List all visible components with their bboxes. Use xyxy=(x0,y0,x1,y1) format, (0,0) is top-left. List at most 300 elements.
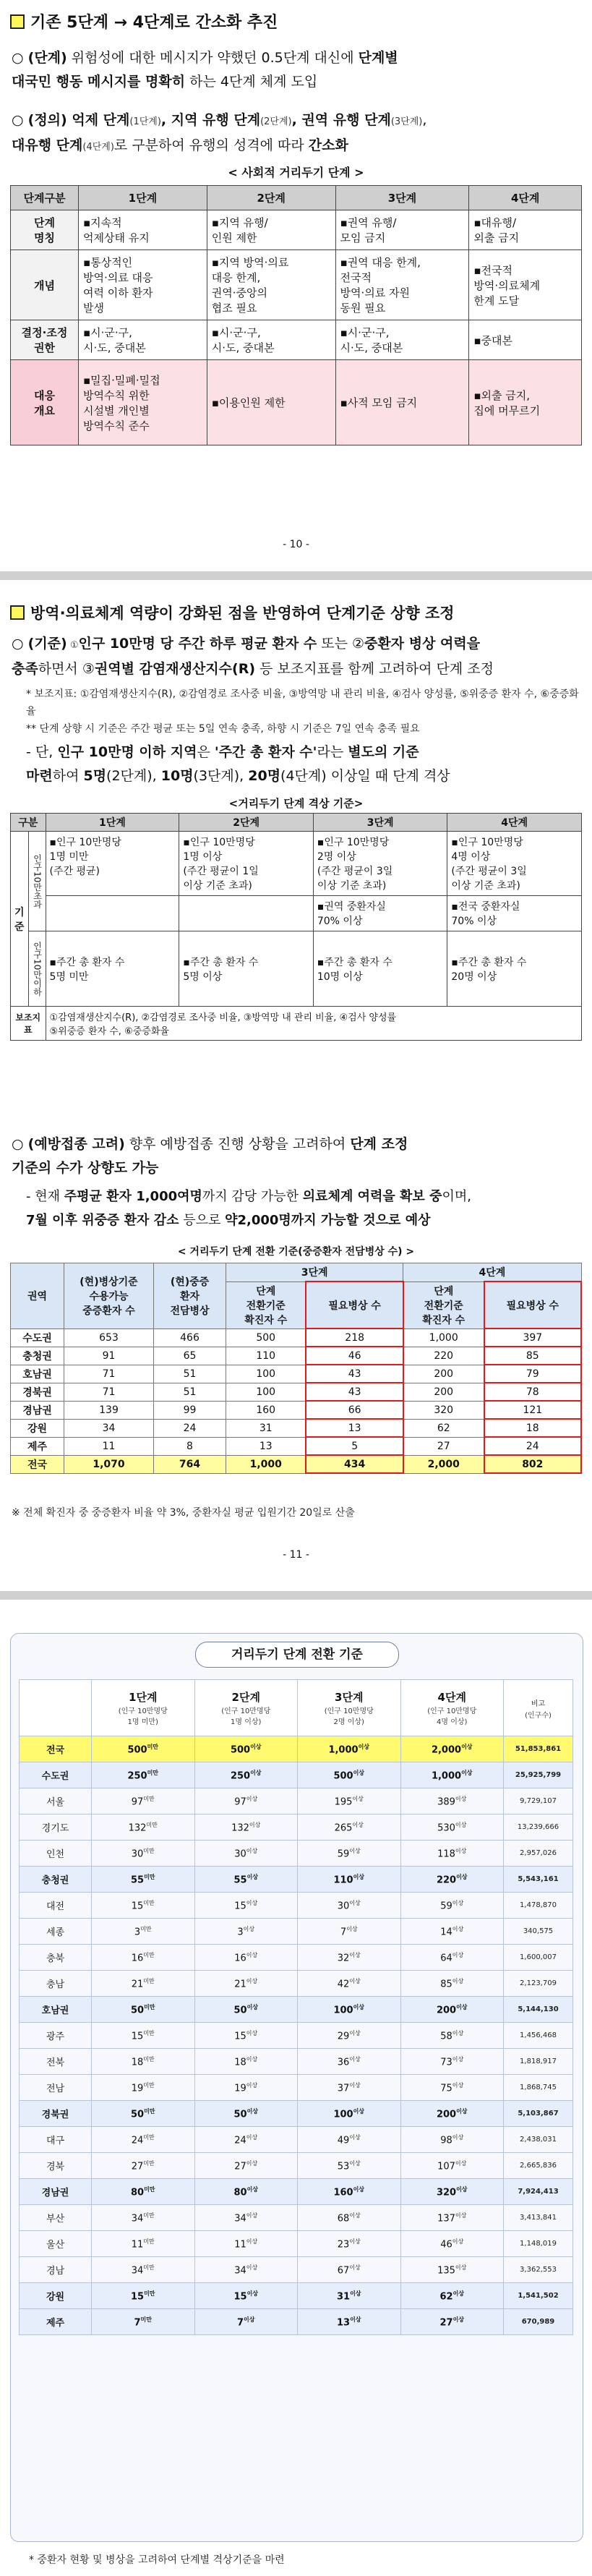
header-cell: 필요병상 수 xyxy=(306,1281,403,1328)
threshold-value: 23 xyxy=(337,2239,350,2251)
header-sub: (인구수) xyxy=(525,1712,552,1720)
bullet-lead: (단계) xyxy=(27,50,67,66)
row-header: 대응 개요 xyxy=(11,360,79,445)
table-row xyxy=(11,250,582,320)
header-main: 1단계 xyxy=(129,1691,158,1704)
threshold-suffix: 이상 xyxy=(452,2290,465,2297)
region-cell: 호남권 xyxy=(11,1365,64,1383)
population-cell: 13,239,666 xyxy=(504,1814,573,1841)
threshold-suffix: 이상 xyxy=(452,2238,464,2245)
dash-text: 등으로 xyxy=(179,1213,226,1228)
row-header: 단계 명칭 xyxy=(11,210,79,250)
table-row xyxy=(20,1919,573,1945)
threshold-cell xyxy=(400,2153,504,2179)
threshold-cell xyxy=(194,1841,298,1867)
population-cell: 5,103,867 xyxy=(504,2101,573,2127)
threshold-cell xyxy=(400,2231,504,2257)
threshold-value: 14 xyxy=(440,1927,452,1938)
threshold-suffix: 이상 xyxy=(452,2316,465,2323)
population-cell: 1,600,007 xyxy=(504,1945,573,1971)
header-cell: 3단계 xyxy=(335,186,469,210)
dash-capacity xyxy=(26,1185,583,1232)
threshold-suffix: 이상 xyxy=(246,2185,259,2193)
table-row xyxy=(20,2075,573,2101)
value-cell: 65 xyxy=(154,1347,226,1365)
threshold-suffix: 이상 xyxy=(456,2003,468,2010)
threshold-cell xyxy=(400,1814,504,1841)
threshold-cell xyxy=(298,1762,401,1788)
threshold-value: 55 xyxy=(130,1875,145,1886)
table-row xyxy=(20,1841,573,1867)
threshold-value: 137 xyxy=(437,2213,455,2225)
header-cell: 필요병상 수 xyxy=(484,1281,581,1328)
threshold-value: 49 xyxy=(337,2135,350,2146)
threshold-cell xyxy=(298,2127,401,2153)
value-cell: 27 xyxy=(403,1437,484,1455)
threshold-cell xyxy=(92,1971,195,1997)
threshold-cell xyxy=(92,2049,195,2075)
value-cell: 218 xyxy=(306,1328,403,1347)
threshold-value: 24 xyxy=(234,2135,246,2146)
threshold-cell xyxy=(92,2179,195,2205)
table-cell: ▪시·군·구, 시·도, 중대본 xyxy=(335,320,469,360)
bullet-bold: 단계별 xyxy=(358,50,398,66)
threshold-value: 100 xyxy=(333,2005,353,2016)
table-row xyxy=(20,2283,573,2309)
page-number: - 10 - xyxy=(283,539,309,550)
threshold-value: 200 xyxy=(436,2005,457,2016)
criteria-cell: ▪인구 10만명당 1명 미만 (주간 평균) xyxy=(46,832,179,896)
threshold-cell xyxy=(92,1788,195,1814)
population-cell: 9,729,107 xyxy=(504,1788,573,1814)
dash-bold: 주평균 환자 1,000여명 xyxy=(64,1189,202,1204)
value-cell: 653 xyxy=(64,1328,154,1347)
value-cell: 434 xyxy=(306,1455,403,1473)
table-row xyxy=(11,210,582,250)
threshold-cell xyxy=(298,2075,401,2101)
region-name: 대구 xyxy=(20,2127,92,2153)
header-cell: 4단계 xyxy=(403,1263,581,1282)
table-row xyxy=(11,1455,582,1473)
threshold-suffix: 이상 xyxy=(456,2107,468,2115)
table-row xyxy=(11,1328,582,1347)
threshold-suffix: 이상 xyxy=(246,1795,258,1802)
table-cell: ▪권역 유행/ 모임 금지 xyxy=(335,210,469,250)
dash-bold: 약2,000명까지 가능할 것으로 예상 xyxy=(225,1213,431,1228)
threshold-cell xyxy=(92,2257,195,2283)
value-cell: 764 xyxy=(154,1455,226,1473)
threshold-value: 30 xyxy=(131,1848,144,1860)
threshold-cell xyxy=(194,2257,298,2283)
region-cell: 수도권 xyxy=(11,1328,64,1347)
header-cell xyxy=(92,1680,195,1736)
table-cell: ▪대유행/ 외출 금지 xyxy=(469,210,582,250)
value-cell: 43 xyxy=(306,1365,403,1383)
threshold-cell xyxy=(194,2075,298,2101)
criteria-cell: ▪주간 총 환자 수 5명 미만 xyxy=(46,931,179,1007)
value-cell: 34 xyxy=(64,1419,154,1437)
region-name: 수도권 xyxy=(20,1762,92,1788)
region-name: 충청권 xyxy=(20,1867,92,1893)
threshold-value: 118 xyxy=(437,1848,455,1860)
value-cell: 121 xyxy=(484,1401,581,1419)
population-cell: 1,818,917 xyxy=(504,2049,573,2075)
header-sub: (인구 10만명당 1명 미만) xyxy=(118,1707,168,1726)
threshold-suffix: 이상 xyxy=(246,1873,259,1880)
threshold-cell xyxy=(194,2127,298,2153)
value-cell: 13 xyxy=(306,1419,403,1437)
document-page-11 xyxy=(0,580,592,1591)
value-cell: 18 xyxy=(484,1419,581,1437)
bullet-bold: 충족 xyxy=(12,661,38,677)
region-name: 전남 xyxy=(20,2075,92,2101)
note-aux-indicators: * 보조지표: ①감염재생산지수(R), ②감염경로 조사중 비율, ③방역망 내 관리 비율, ④검사 양성률, ⑤위중증 환자 수, ⑥중증화율 xyxy=(26,688,579,717)
section-heading xyxy=(10,602,455,623)
value-cell: 91 xyxy=(64,1347,154,1365)
region-name: 강원 xyxy=(20,2283,92,2309)
threshold-value: 50 xyxy=(130,2005,145,2016)
threshold-cell xyxy=(298,2231,401,2257)
header-sub: (인구 10만명당 4명 이상) xyxy=(427,1707,477,1726)
region-name: 전북 xyxy=(20,2049,92,2075)
region-name: 세종 xyxy=(20,1919,92,1945)
threshold-cell xyxy=(400,1867,504,1893)
stage-transition-table xyxy=(19,1679,573,2335)
region-name: 경남 xyxy=(20,2257,92,2283)
table-row xyxy=(11,320,582,360)
value-cell: 1,000 xyxy=(403,1328,484,1347)
criteria-cell: ▪인구 10만명당 1명 이상 (주간 평균이 1일 이상 기준 초과) xyxy=(179,832,314,896)
threshold-suffix: 이상 xyxy=(246,2238,258,2245)
threshold-cell xyxy=(194,1814,298,1841)
population-cell: 2,123,709 xyxy=(504,1971,573,1997)
threshold-value: 64 xyxy=(440,1953,452,1964)
threshold-suffix: 미만 xyxy=(140,1925,152,1932)
threshold-value: 68 xyxy=(337,2213,350,2225)
threshold-value: 530 xyxy=(437,1822,455,1834)
threshold-value: 3 xyxy=(134,1927,141,1938)
threshold-cell xyxy=(92,1867,195,1893)
table-row xyxy=(20,1867,573,1893)
threshold-value: 34 xyxy=(131,2265,144,2277)
value-cell: 100 xyxy=(226,1365,306,1383)
value-cell: 43 xyxy=(306,1383,403,1401)
value-cell: 85 xyxy=(484,1347,581,1365)
threshold-cell xyxy=(194,1919,298,1945)
value-cell: 51 xyxy=(154,1383,226,1401)
header-cell-empty xyxy=(20,1680,92,1736)
value-cell: 24 xyxy=(154,1419,226,1437)
dash-bold: '주간 총 환자 수' xyxy=(214,744,317,760)
dash-text: (2단계), xyxy=(106,768,161,784)
threshold-suffix: 이상 xyxy=(452,2055,464,2063)
threshold-value: 132 xyxy=(128,1822,147,1834)
value-cell: 397 xyxy=(484,1328,581,1347)
threshold-suffix: 이상 xyxy=(250,1743,262,1750)
threshold-value: 15 xyxy=(130,2291,145,2303)
table-cell: ▪전국적 방역·의료체계 한계 도달 xyxy=(469,250,582,320)
criteria-cell: ▪전국 중환자실 70% 이상 xyxy=(447,896,582,931)
value-cell: 31 xyxy=(226,1419,306,1437)
threshold-value: 500 xyxy=(333,1770,353,1782)
threshold-suffix: 이상 xyxy=(349,2264,361,2271)
threshold-cell xyxy=(92,2101,195,2127)
threshold-value: 30 xyxy=(234,1848,246,1860)
value-cell: 200 xyxy=(403,1383,484,1401)
table-row xyxy=(11,1347,582,1365)
dash-bold: 7월 이후 위중증 환자 감소 xyxy=(26,1213,179,1228)
dash-text: - 현재 xyxy=(26,1189,64,1204)
header-cell: 1단계 xyxy=(46,814,179,832)
header-cell: 권역 xyxy=(11,1263,64,1329)
value-cell: 320 xyxy=(403,1401,484,1419)
value-cell: 1,000 xyxy=(226,1455,306,1473)
threshold-cell xyxy=(298,2309,401,2335)
table-cell: ▪외출 금지, 집에 머무르기 xyxy=(469,360,582,445)
header-cell: 단계 전환기준 확진자 수 xyxy=(403,1281,484,1328)
bullet-lead: (예방접종 고려) xyxy=(27,1136,125,1152)
table-cell: ▪밀집·밀폐·밀접 방역수칙 위한 시설별 개인별 방역수칙 준수 xyxy=(79,360,207,445)
threshold-cell xyxy=(92,2075,195,2101)
region-name: 대전 xyxy=(20,1893,92,1919)
threshold-cell xyxy=(92,1736,195,1762)
threshold-suffix: 이상 xyxy=(358,1743,370,1750)
threshold-cell xyxy=(92,2127,195,2153)
threshold-cell xyxy=(298,2205,401,2231)
threshold-suffix: 미만 xyxy=(143,2081,155,2089)
value-cell: 99 xyxy=(154,1401,226,1419)
threshold-cell xyxy=(298,2283,401,2309)
header-cell: 단계 전환기준 확진자 수 xyxy=(226,1281,306,1328)
row-group-label: 보조지표 xyxy=(11,1007,46,1041)
header-cell: 구분 xyxy=(11,814,46,832)
bullet-text: 로 구분하여 유행의 성격에 따라 xyxy=(113,137,309,153)
header-cell: 2단계 xyxy=(207,186,335,210)
threshold-suffix: 이상 xyxy=(461,1769,473,1776)
threshold-cell xyxy=(298,2257,401,2283)
stage-number: (4단계) xyxy=(82,142,114,153)
value-cell: 500 xyxy=(226,1328,306,1347)
threshold-cell xyxy=(298,2153,401,2179)
row-header: 개념 xyxy=(11,250,79,320)
threshold-suffix: 이상 xyxy=(246,2107,259,2115)
stage-name: 대유행 단계 xyxy=(12,137,83,153)
criteria-cell: ▪주간 총 환자 수 10명 이상 xyxy=(313,931,447,1007)
table-row xyxy=(11,1007,582,1041)
threshold-value: 15 xyxy=(131,2031,144,2042)
threshold-suffix: 이상 xyxy=(349,2159,361,2167)
threshold-cell xyxy=(400,1971,504,1997)
bullet-text: 또는 ② xyxy=(317,636,365,652)
threshold-value: 34 xyxy=(131,2213,144,2225)
table-body xyxy=(11,1328,582,1473)
threshold-suffix: 미만 xyxy=(143,1977,155,1984)
table-row xyxy=(20,2205,573,2231)
threshold-value: 1,000 xyxy=(431,1770,462,1782)
threshold-cell xyxy=(194,2153,298,2179)
threshold-cell xyxy=(400,2049,504,2075)
threshold-suffix: 이상 xyxy=(349,1977,361,1984)
threshold-suffix: 이상 xyxy=(246,1847,258,1854)
table-header-row xyxy=(11,1263,582,1282)
population-cell: 25,925,799 xyxy=(504,1762,573,1788)
threshold-suffix: 미만 xyxy=(144,2003,155,2010)
threshold-cell xyxy=(400,2309,504,2335)
threshold-suffix: 이상 xyxy=(452,1977,464,1984)
bullet-bold: 간소화 xyxy=(308,137,348,153)
threshold-cell xyxy=(298,2023,401,2049)
threshold-value: 42 xyxy=(337,1979,350,1990)
value-cell: 160 xyxy=(226,1401,306,1419)
threshold-value: 53 xyxy=(337,2161,350,2172)
threshold-cell xyxy=(298,1736,401,1762)
stage-number: (1단계) xyxy=(129,116,161,127)
region-name: 충북 xyxy=(20,1945,92,1971)
header-main: 비고 xyxy=(531,1700,546,1708)
bullet-circle-icon: ○ xyxy=(12,636,24,652)
threshold-value: 160 xyxy=(333,2187,353,2198)
note-stage-change: ** 단계 상향 시 기준은 주간 평균 또는 5일 연속 충족, 하향 시 기준은 7일 연속 충족 필요 xyxy=(26,723,420,735)
threshold-value: 58 xyxy=(440,2031,452,2042)
threshold-suffix: 이상 xyxy=(461,1743,473,1750)
threshold-cell xyxy=(92,1945,195,1971)
population-cell: 1,148,019 xyxy=(504,2231,573,2257)
threshold-value: 19 xyxy=(234,2083,246,2094)
threshold-suffix: 미만 xyxy=(143,2212,155,2219)
threshold-suffix: 이상 xyxy=(349,2029,361,2037)
value-cell: 11 xyxy=(64,1437,154,1455)
heading-marker-icon xyxy=(10,605,25,620)
threshold-suffix: 이상 xyxy=(350,2316,361,2323)
header-cell: 3단계 xyxy=(313,814,447,832)
threshold-cell xyxy=(194,1762,298,1788)
population-cell: 1,478,870 xyxy=(504,1893,573,1919)
threshold-cell xyxy=(400,2075,504,2101)
table-row xyxy=(20,2023,573,2049)
threshold-cell xyxy=(194,2231,298,2257)
threshold-suffix: 이상 xyxy=(246,2003,259,2010)
threshold-value: 200 xyxy=(436,2109,457,2120)
threshold-value: 195 xyxy=(334,1796,353,1808)
region-cell: 충청권 xyxy=(11,1347,64,1365)
threshold-value: 55 xyxy=(233,1875,247,1886)
page-number: - 11 - xyxy=(283,1549,309,1561)
table-row xyxy=(20,1945,573,1971)
threshold-suffix: 미만 xyxy=(144,1873,155,1880)
threshold-suffix: 이상 xyxy=(349,1899,361,1906)
threshold-value: 389 xyxy=(437,1796,455,1808)
threshold-suffix: 이상 xyxy=(350,2290,361,2297)
table-cell: ▪권역 대응 한계, 전국적 방역·의료 자원 동원 필요 xyxy=(335,250,469,320)
threshold-suffix: 이상 xyxy=(246,2290,259,2297)
table-row xyxy=(11,832,582,896)
bullet-bold: 인구 10만명 당 주간 하루 평균 환자 수 xyxy=(78,636,317,652)
threshold-value: 18 xyxy=(234,2057,246,2068)
value-cell: 802 xyxy=(484,1455,581,1473)
threshold-value: 30 xyxy=(337,1901,350,1912)
threshold-cell xyxy=(92,2309,195,2335)
table-title: <거리두기 단계 격상 기준> xyxy=(228,797,364,810)
table-row xyxy=(20,2101,573,2127)
value-cell: 24 xyxy=(484,1437,581,1455)
bullet-bold: 권역별 감염재생산지수(R) xyxy=(94,661,256,677)
table-row xyxy=(11,1365,582,1383)
stage-name: , 지역 유행 단계 xyxy=(160,112,261,128)
threshold-suffix: 이상 xyxy=(246,1977,258,1984)
threshold-suffix: 이상 xyxy=(246,2081,258,2089)
threshold-value: 7 xyxy=(236,2317,244,2329)
table-header-row xyxy=(11,814,582,832)
threshold-value: 50 xyxy=(233,2005,247,2016)
threshold-suffix: 미만 xyxy=(143,1795,155,1802)
region-cell: 강원 xyxy=(11,1419,64,1437)
header-cell xyxy=(298,1680,401,1736)
threshold-value: 265 xyxy=(334,1822,353,1834)
threshold-cell xyxy=(194,1997,298,2023)
threshold-value: 15 xyxy=(234,2031,246,2042)
threshold-cell xyxy=(194,2309,298,2335)
threshold-value: 67 xyxy=(337,2265,350,2277)
value-cell: 139 xyxy=(64,1401,154,1419)
dash-small-region xyxy=(26,741,583,788)
criteria-cell: ▪주간 총 환자 수 20명 이상 xyxy=(447,931,582,1007)
table-cell: ▪이용인원 제한 xyxy=(207,360,335,445)
threshold-cell xyxy=(400,1997,504,2023)
threshold-value: 3 xyxy=(237,1927,244,1938)
heading-text: 방역·의료체계 역량이 강화된 점을 반영하여 단계기준 상향 조정 xyxy=(30,605,455,622)
threshold-value: 62 xyxy=(439,2291,453,2303)
dash-text: 까지 감당 가능한 xyxy=(202,1189,303,1204)
threshold-cell xyxy=(400,2205,504,2231)
threshold-value: 7 xyxy=(134,2317,141,2329)
population-cell: 5,144,130 xyxy=(504,1997,573,2023)
population-cell: 670,989 xyxy=(504,2309,573,2335)
stage-name: 억제 단계 xyxy=(67,112,130,128)
threshold-value: 97 xyxy=(234,1796,246,1808)
threshold-value: 27 xyxy=(234,2161,246,2172)
bullet-bold: 대국민 행동 메시지를 명확히 xyxy=(12,74,186,90)
table-header-row xyxy=(11,186,582,210)
threshold-cell xyxy=(92,2231,195,2257)
threshold-suffix: 이상 xyxy=(349,1951,361,1958)
threshold-cell xyxy=(298,1919,401,1945)
threshold-cell xyxy=(298,1788,401,1814)
threshold-value: 85 xyxy=(440,1979,452,1990)
threshold-suffix: 이상 xyxy=(349,2081,361,2089)
threshold-value: 220 xyxy=(436,1875,457,1886)
region-cell: 경남권 xyxy=(11,1401,64,1419)
criteria-cell: ▪인구 10만명당 4명 이상 (주간 평균이 3일 이상 기준 초과) xyxy=(447,832,582,896)
region-name: 경남권 xyxy=(20,2179,92,2205)
value-cell: 2,000 xyxy=(403,1455,484,1473)
dash-bold: 별도의 기준 xyxy=(348,744,419,760)
threshold-suffix: 이상 xyxy=(250,1769,262,1776)
value-cell: 5 xyxy=(306,1437,403,1455)
threshold-suffix: 이상 xyxy=(349,2238,361,2245)
table-title: 거리두기 단계 전환 기준 xyxy=(195,1642,399,1668)
threshold-suffix: 이상 xyxy=(353,1769,365,1776)
header-main: 3단계 xyxy=(335,1691,364,1704)
threshold-cell xyxy=(400,2257,504,2283)
dash-bold: 20명 xyxy=(248,768,281,784)
threshold-suffix: 이상 xyxy=(452,2133,464,2141)
header-cell: (현)중증 환자 전담병상 xyxy=(154,1263,226,1329)
threshold-cell xyxy=(92,1919,195,1945)
threshold-value: 110 xyxy=(333,1875,353,1886)
bullet-text: 향후 예방접종 진행 상황을 고려하여 xyxy=(124,1136,351,1152)
region-name: 서울 xyxy=(20,1788,92,1814)
row-group-label: 기준 xyxy=(11,832,29,1007)
